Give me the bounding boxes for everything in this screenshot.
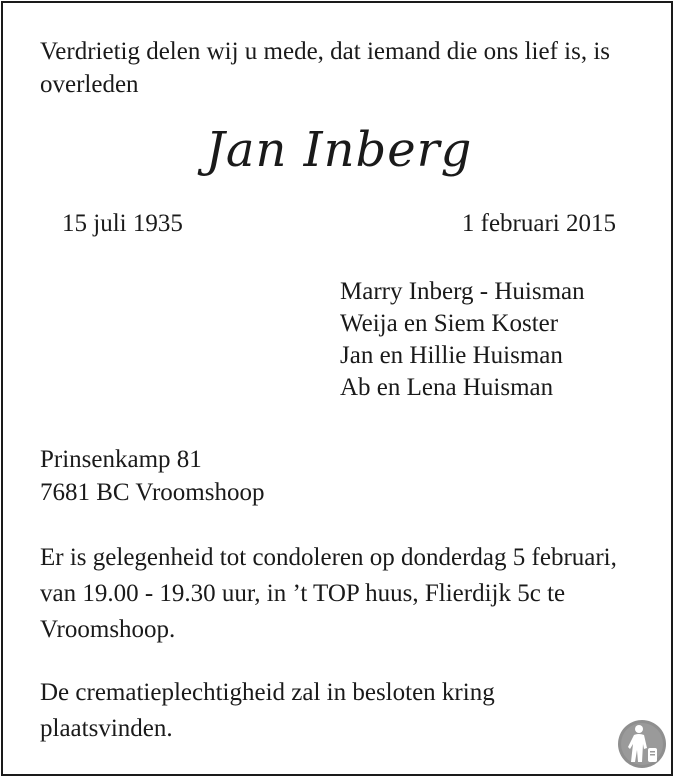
birth-date: 15 juli 1935 (62, 210, 183, 237)
deceased-name: Jan Inberg (205, 122, 473, 178)
relative-name: Ab en Lena Huisman (340, 374, 554, 401)
relatives-list (340, 276, 585, 404)
intro-text: Verdrietig delen wij u mede, dat iemand die ons lief is, is overleden (40, 38, 610, 98)
address-block (40, 443, 264, 509)
address-street: Prinsenkamp 81 (40, 446, 202, 473)
memorial-figure-icon (617, 718, 667, 770)
death-date: 1 februari 2015 (461, 210, 616, 237)
address-city: 7681 BC Vroomshoop (40, 479, 265, 506)
condolence-text: Er is gelegenheid tot condoleren op donderdag 5 februari, van 19.00 - 19.30 uur, in ’t TOP huus, Flierdijk 5c te Vroomshoop. (40, 544, 617, 643)
relative-name: Weija en Siem Koster (340, 310, 559, 337)
relative-name: Marry Inberg - Huisman (340, 278, 585, 305)
cremation-text: De crematieplechtigheid zal in besloten kring plaatsvinden. (40, 679, 495, 742)
relative-name: Jan en Hillie Huisman (340, 342, 563, 369)
